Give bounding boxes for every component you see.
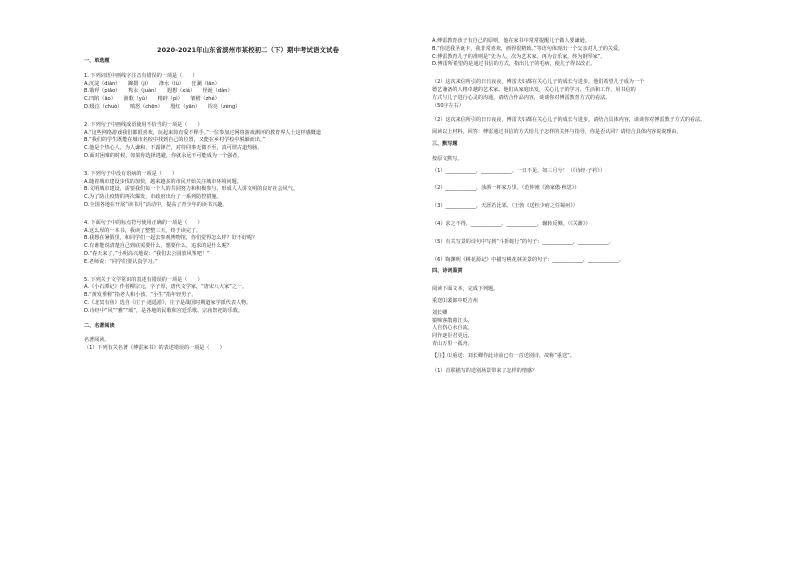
poem-line-1: 猿啼客散暮江头，	[432, 317, 473, 324]
q6-sub2-line-1: （2）这次来信所引的日日夜夜，傅雷夫妇都在关心儿子的成长与进步。他们希望儿子成为一个	[432, 79, 645, 86]
q4-option-c: C.有谁能说清楚自己到底需要什么，想要什么，追求的是什么呢？	[84, 243, 232, 250]
left-column	[84, 58, 412, 353]
q4-option-d: D.“春天来了，”小明高兴地说：“我们去公园放风筝吧！”	[84, 250, 210, 257]
q6-sub3: 阅读以上材料，回答：傅雷通过书信的方式给儿子怎样的关怀与指导，你是否认同？请结合具体内容说说理由。	[432, 129, 682, 136]
q3-option-d: D.全国各地在开展“读书月”活动中，提高了青少年的读书兴趣。	[84, 201, 228, 208]
q6-sub2-summary: （2）这次来信所引的日日夜夜，傅雷夫妇都在关心儿子的成长与进步。请结合具体内容，谈谈你对傅雷教子方式的看法。	[432, 117, 706, 124]
q4-stem: 4. 下面句子中的标点符号使用正确的一项是（ ）	[84, 219, 203, 226]
right-column	[432, 38, 772, 375]
section-dictation-title: 三、默写题	[432, 140, 458, 147]
q5-option-a: A.《小石潭记》作者柳宗元，字子厚，唐代文学家，“唐宋八大家”之一。	[84, 284, 248, 291]
q6-option-b: B.“你送我圣诞卡，我非常喜欢，画得很精致。”等语句体现出一个父亲对儿子的关爱。	[432, 45, 624, 52]
q4-option-a: A.这么厚的一本书，我读了整整三天，终于读完了。	[84, 227, 202, 234]
poem-title: 重送⑴裴郎中贬吉州	[432, 297, 478, 304]
q1-option-b: B.饿殍（piǎo） 隽永（juàn） 遐想（xiá） 怪诞（dàn）	[84, 88, 233, 95]
q6-sub2-line-2: 德艺兼备的人格卓越的艺术家。他们从家庭出发，关心儿子的学习、生活和工作，用书信的	[432, 86, 636, 93]
q5-option-c: C.《北冥有鱼》选自《庄子·逍遥游》，庄子是战国时期道家学派代表人物。	[84, 299, 252, 306]
q2-option-a: A.“这些网络游戏我们都很喜欢，玩起来简直爱不释手。”一位参加过网络游戏测评的教育界人士这样感慨道	[84, 129, 321, 136]
q7-intro: 按原文默写。	[432, 155, 463, 162]
q2-stem: 2. 下列句子中画线成语使用不恰当的一项是（ ）	[84, 121, 203, 128]
q3-option-c: C.为了防止疫情的再次爆发，市政府出台了一系列防控措施。	[84, 194, 222, 201]
q6-stem: （1）下列有关名著《傅雷家书》的表述错误的一项是（ ）	[84, 345, 225, 352]
q5-option-d: D.诗经中“风”“雅”“颂”，是各地的民歌和宫廷乐歌、宗庙祭祀的乐歌。	[84, 307, 243, 314]
section-reading-title: 二、名著阅读	[84, 322, 115, 329]
q4-option-e: E.老师说：“同学们要认真学习。”	[84, 258, 158, 265]
q3-option-a: A.随着城市建设步伐的加快，越来越多的市民开始关注城市环境问题。	[84, 178, 242, 185]
section-poetry-title: 四、诗词鉴赏	[432, 268, 463, 275]
q2-option-b: B.“我们的学生既能在城市名校中找到自己的位置，又能在乡村学校中脱颖而出。”	[84, 137, 266, 144]
q3-stem: 3. 下列句子中没有语病的一项是（ ）	[84, 170, 178, 177]
q6-option-d: D.傅雷所希望的是通过书信的方式，指出儿子的毛病，使儿子得以改正。	[432, 61, 596, 68]
poem-line-2: 人自伤心水自流。	[432, 325, 473, 332]
poem-line-4: 青山万里一孤舟。	[432, 340, 473, 347]
q7-item-3: （3）____________，天涯若比邻。（王勃《送杜少府之任蜀州》）	[432, 203, 578, 210]
poem-author: 刘长卿	[432, 309, 448, 316]
poem-intro: 阅读下面文本，完成下列题。	[432, 286, 499, 293]
q2-option-d: D.面对困难的时候，如果你选择逃避，你就永远不可能成为一个强者。	[84, 152, 243, 159]
q7-item-4: （4）求之不得，____________。____________，辗转反侧。（《关雎》）	[432, 220, 591, 227]
q6-sub2-line-4: （50字左右）	[432, 102, 464, 109]
q1-stem: 1. 下列词语中画线字注音有错误的一项是（ ）	[84, 72, 198, 79]
poem-question-1: （1）首联描写的送别场景带来了怎样的情感？	[432, 367, 538, 374]
q2-option-c: C.他是个热心人，为人谦和，不露锋芒，对待同事无微不至，真可谓古道热肠。	[84, 145, 263, 152]
q6-option-a: A.傅雷教育孩子有自己的原则，他在家书中常常提醒儿子做人要谦逊。	[432, 38, 590, 44]
q7-item-5: （5）有关写景的诗句中写到“斗折蛇行”的句子：____________，____________。	[432, 238, 614, 245]
poem-line-3: 同作逐臣君更远，	[432, 333, 473, 340]
q6-sub2-line-3: 方式与儿子进行心灵的沟通。请结合作品内容，谈谈你对傅雷教育方式的看法。	[432, 94, 611, 101]
exam-title: 2020-2021年山东省滨州市某校初二（下）期中考试语文试卷	[157, 46, 339, 54]
q4-option-b: B.我想在暑假里，和同学们一起去参观博物馆，你们觉得怎么样？好不好呢？	[84, 235, 258, 242]
q6-option-c: C.傅雷教育儿子的准则是“先为人，次为艺术家，再为音乐家，终为钢琴家”。	[432, 53, 606, 60]
q3-option-b: B.文明城市建设，需要我们每一个人的共同努力和积极参与，形成人人讲文明的良好社会风气。	[84, 186, 298, 193]
q1-option-d: D.啜泣（chuò） 嗔怒（chēn） 殷红（yān） 锃亮（zèng）	[84, 103, 241, 110]
q5-option-b: B.“黄发垂髫”指老人和小孩。“小生”指年轻男子。	[84, 292, 197, 299]
q5-stem: 5. 下列关于文学常识的表述有错误的一项是（ ）	[84, 276, 203, 283]
q7-item-1: （1）____________，____________。一日不见，如三月兮！（《诗经·子衿》）	[432, 167, 605, 174]
section-single-choice-title: 一、单选题	[84, 58, 110, 64]
q1-option-c: C.凹陷（āo） 渔歌（yú） 精辟（pì） 皱褶（zhé）	[84, 96, 220, 103]
q7-item-2: （2）____________，浊酒一杯家万里。（范仲淹《渔家傲·秋思》）	[432, 185, 580, 192]
q1-option-a: A.沉淀（diàn） 蹿掇（jí） 涤水（lù） 狂澜（lán）	[84, 80, 220, 87]
q6-intro: 名著阅读。	[84, 337, 110, 344]
poem-note: 【注】⑴重送：刘长卿作此诗前已有一首送别诗，故称“重送”。	[432, 352, 575, 359]
q7-item-6: （6）陶渊明《桃花源记》中描写桃花林美景的句子：____________，____________。	[432, 256, 624, 263]
